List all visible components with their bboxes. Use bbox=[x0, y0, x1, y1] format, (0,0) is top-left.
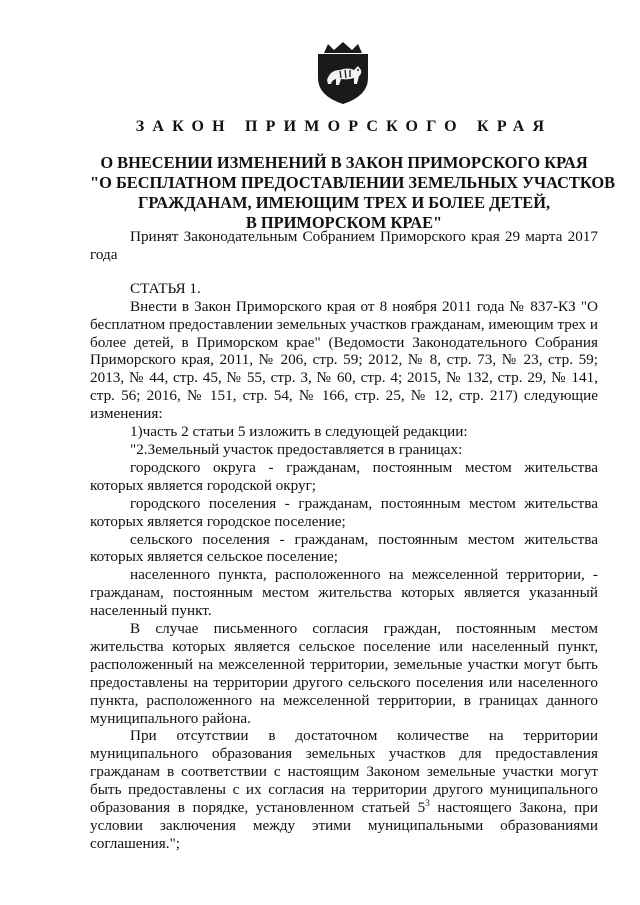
subtitle-line: О ВНЕСЕНИИ ИЗМЕНЕНИЙ В ЗАКОН ПРИМОРСКОГО КРАЯ bbox=[100, 153, 588, 172]
clause-rural-settlement: сельского поселения - гражданам, постоянным местом жительства которых является сельское поселение; bbox=[90, 530, 598, 566]
clause-urban-settlement: городского поселения - гражданам, постоянным местом жительства которых является городское поселение; bbox=[90, 494, 598, 530]
clause-urban-district: городского округа - гражданам, постоянным местом жительства которых является городской округ; bbox=[90, 458, 598, 494]
law-subtitle bbox=[90, 153, 616, 233]
clause-written-consent: В случае письменного согласия граждан, постоянным местом жительства которых является сельское поселение или населенный пункт, расположенный на межселенной территории, земельные участки могут быть предоставлены на территории другого сельского поселения или населенного пункта, расположенного на межселенной территории, в границах данного муниципального района. bbox=[90, 620, 598, 727]
clause-locality: населенного пункта, расположенного на межселенной территории, - гражданам, постоянным местом жительства которых является указанный населенный пункт. bbox=[90, 566, 598, 620]
document-body bbox=[90, 228, 598, 853]
subtitle-line: ГРАЖДАНАМ, ИМЕЮЩИМ ТРЕХ И БОЛЕЕ ДЕТЕЙ, bbox=[137, 193, 551, 212]
clause-text: При отсутствии в достаточном количестве на территории муниципального образования земельных участков для предоставления гражданам в соответствии с настоящим Законом земельные участки могут быть предоставлены с их согласия на территории другого муниципального образования в порядке, установленном статьей 5 bbox=[90, 727, 598, 817]
subtitle-line: "О БЕСПЛАТНОМ ПРЕДОСТАВЛЕНИИ ЗЕМЕЛЬНЫХ УЧАСТКОВ bbox=[90, 173, 616, 192]
subtitle-line: В ПРИМОРСКОМ КРАЕ" bbox=[245, 213, 443, 232]
superscript: 3 bbox=[425, 798, 430, 809]
article-heading: СТАТЬЯ 1. bbox=[130, 279, 201, 297]
law-title: ЗАКОН ПРИМОРСКОГО КРАЯ bbox=[135, 118, 553, 135]
quoted-part-2: "2.Земельный участок предоставляется в границах: bbox=[130, 440, 463, 458]
adoption-note: Принят Законодательным Собранием Приморского края 29 марта 2017 года bbox=[90, 228, 598, 263]
coat-of-arms-icon bbox=[310, 40, 376, 106]
amendment-item-1: 1)часть 2 статьи 5 изложить в следующей редакции: bbox=[130, 423, 468, 441]
clause-text: настоящего Закона, при условии заключения между этими муниципальными образованиями соглашения."; bbox=[90, 799, 599, 852]
clause-absence-of-land bbox=[90, 727, 598, 852]
article-intro: Внести в Закон Приморского края от 8 ноября 2011 года № 837-КЗ "О бесплатном предоставлении земельных участков гражданам, имеющим трех и более детей, в Приморском крае" (Ведомости Законодательного Собрания Приморского края, 2011, № 206, стр. 59; 2012, № 8, стр. 73, № 23, стр. 59; 2013, № 44, стр. 45, № 55, стр. 3, № 60, стр. 4; 2015, № 132, стр. 29, № 141, стр. 56; 2016, № 151, стр. 54, № 166, стр. 25, № 12, стр. 217) следующие изменения: bbox=[90, 297, 598, 423]
